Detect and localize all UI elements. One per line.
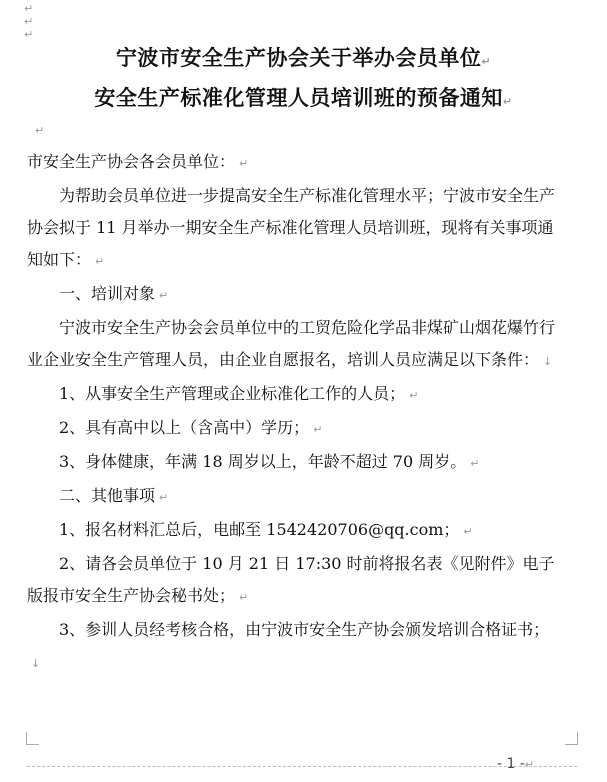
margin-corner-right xyxy=(565,732,578,745)
section-heading-training-target: 一、培训对象 ↵ xyxy=(59,284,169,303)
condition-item-1: 1、从事安全生产管理或企业标准化工作的人员； ↵ xyxy=(59,384,419,403)
training-target-paragraph: 宁波市安全生产协会会员单位中的工贸危险化学品非煤矿山烟花爆竹行业企业安全生产管理人员，由企业自愿报名，培训人员应满足以下条件： ↓ xyxy=(27,318,556,369)
paragraph-mark-icon: ↵ xyxy=(35,124,45,137)
document-body xyxy=(27,146,561,680)
page-number: - 1 -↵ xyxy=(497,756,535,772)
condition-item-2: 2、具有高中以上（含高中）学历； ↵ xyxy=(59,418,323,437)
paragraph-mark-icon: ↵ xyxy=(239,591,249,604)
paragraph-mark-icon: ↵ xyxy=(502,95,513,108)
salutation: 市安全生产协会各会员单位： ↵ xyxy=(27,152,249,171)
other-item-1: 1、报名材料汇总后，电邮至 1542420706@qq.com； ↵ xyxy=(59,520,473,539)
paragraph-mark-icon: ↵ xyxy=(524,758,535,771)
paragraph-mark-icon: ↵ xyxy=(313,423,323,436)
paragraph-mark-icon: ↵ xyxy=(24,2,34,15)
empty-paragraph-marks xyxy=(24,2,33,41)
section-heading-other-matters: 二、其他事项 ↵ xyxy=(59,486,169,505)
paragraph-mark-icon: ↵ xyxy=(159,491,169,504)
footer-divider xyxy=(27,766,577,767)
paragraph-mark-icon: ↵ xyxy=(159,289,169,302)
line-break-mark-icon: ↓ xyxy=(543,355,553,368)
other-item-3: 3、参训人员经考核合格，由宁波市安全生产协会颁发培训合格证书；↓ xyxy=(31,620,550,670)
paragraph-mark-icon: ↵ xyxy=(24,28,34,41)
paragraph-mark-icon: ↵ xyxy=(24,15,34,28)
condition-item-3: 3、身体健康，年满 18 周岁以上，年龄不超过 70 周岁。 ↵ xyxy=(59,452,480,471)
intro-paragraph: 为帮助会员单位进一步提高安全生产标准化管理水平；宁波市安全生产协会拟于 11 月举办一期安全生产标准化管理人员培训班，现将有关事项通知如下： ↵ xyxy=(27,186,556,269)
line-break-mark-icon: ↓ xyxy=(31,657,41,670)
paragraph-mark-icon: ↵ xyxy=(481,55,492,68)
paragraph-mark-icon: ↵ xyxy=(409,389,419,402)
paragraph-mark-icon: ↵ xyxy=(463,525,473,538)
paragraph-mark-icon: ↵ xyxy=(470,457,480,470)
document-title xyxy=(0,40,607,120)
paragraph-mark-icon: ↵ xyxy=(95,255,105,268)
title-line-2: 安全生产标准化管理人员培训班的预备通知↵ xyxy=(94,86,513,110)
title-line-1: 宁波市安全生产协会关于举办会员单位↵ xyxy=(115,46,492,70)
margin-corner-left xyxy=(26,732,39,745)
paragraph-mark-icon: ↵ xyxy=(239,157,249,170)
other-item-2: 2、请各会员单位于 10 月 21 日 17:30 时前将报名表《见附件》电子版报市安全生产协会秘书处； ↵ xyxy=(27,554,555,605)
